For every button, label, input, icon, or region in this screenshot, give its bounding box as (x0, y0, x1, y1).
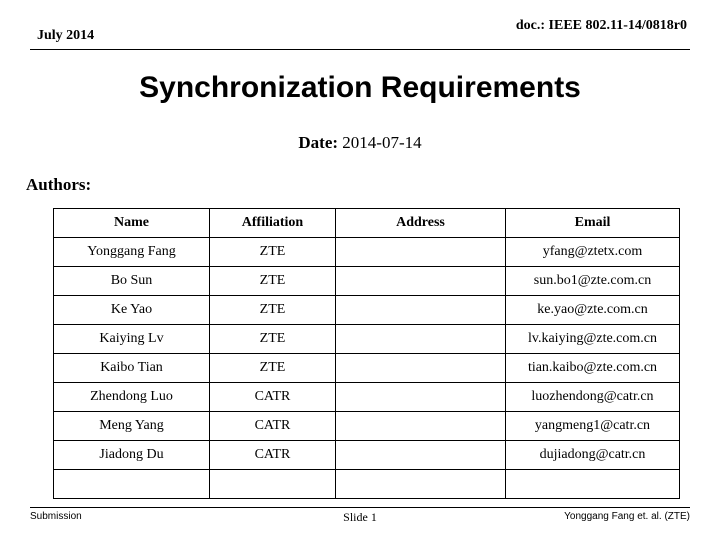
cell-email: sun.bo1@zte.com.cn (506, 267, 680, 296)
cell-affiliation: ZTE (210, 325, 336, 354)
cell-address (336, 267, 506, 296)
footer-submission: Submission (30, 511, 82, 522)
cell-email: yangmeng1@catr.cn (506, 412, 680, 441)
authors-label: Authors: (26, 175, 92, 194)
cell-affiliation: ZTE (210, 354, 336, 383)
cell-affiliation: CATR (210, 441, 336, 470)
cell-name: Kaibo Tian (54, 354, 210, 383)
column-header-name: Name (54, 209, 210, 238)
cell-address (336, 238, 506, 267)
footer-author: Yonggang Fang et. al. (ZTE) (564, 511, 690, 522)
cell-name: Bo Sun (54, 267, 210, 296)
cell-email: yfang@ztetx.com (506, 238, 680, 267)
date-label: Date: (298, 133, 339, 152)
cell-name: Kaiying Lv (54, 325, 210, 354)
date-value: 2014-07-14 (342, 133, 422, 152)
cell-address (336, 383, 506, 412)
cell-name: Ke Yao (54, 296, 210, 325)
header-doc-id: doc.: IEEE 802.11-14/0818r0 (515, 18, 687, 33)
header-divider (30, 49, 690, 50)
cell-address (336, 441, 506, 470)
table-row (54, 354, 680, 383)
column-header-email: Email (506, 209, 680, 238)
date-line (0, 133, 720, 153)
cell-affiliation: ZTE (210, 238, 336, 267)
cell-name: Meng Yang (54, 412, 210, 441)
footer-slide-number: Slide 1 (343, 510, 377, 524)
table-row (54, 412, 680, 441)
cell-email: luozhendong@catr.cn (506, 383, 680, 412)
cell-name: Yonggang Fang (54, 238, 210, 267)
cell-affiliation: CATR (210, 412, 336, 441)
cell-address (336, 470, 506, 499)
table-row (54, 470, 680, 499)
header-date: July 2014 (37, 28, 95, 43)
cell-email: dujiadong@catr.cn (506, 441, 680, 470)
cell-name: Zhendong Luo (54, 383, 210, 412)
table-row (54, 267, 680, 296)
table-row (54, 296, 680, 325)
table-row (54, 325, 680, 354)
cell-email: ke.yao@zte.com.cn (506, 296, 680, 325)
cell-address (336, 354, 506, 383)
cell-address (336, 325, 506, 354)
column-header-affiliation: Affiliation (210, 209, 336, 238)
authors-table (53, 208, 680, 499)
table-row (54, 441, 680, 470)
cell-address (336, 296, 506, 325)
table-row (54, 238, 680, 267)
cell-email (506, 470, 680, 499)
slide-title: Synchronization Requirements (139, 71, 581, 104)
table-header-row (54, 209, 680, 238)
table-row (54, 383, 680, 412)
cell-affiliation: CATR (210, 383, 336, 412)
cell-affiliation: ZTE (210, 296, 336, 325)
column-header-address: Address (336, 209, 506, 238)
cell-name (54, 470, 210, 499)
cell-name: Jiadong Du (54, 441, 210, 470)
cell-email: lv.kaiying@zte.com.cn (506, 325, 680, 354)
footer-divider (30, 507, 690, 508)
cell-affiliation: ZTE (210, 267, 336, 296)
cell-address (336, 412, 506, 441)
cell-email: tian.kaibo@zte.com.cn (506, 354, 680, 383)
cell-affiliation (210, 470, 336, 499)
